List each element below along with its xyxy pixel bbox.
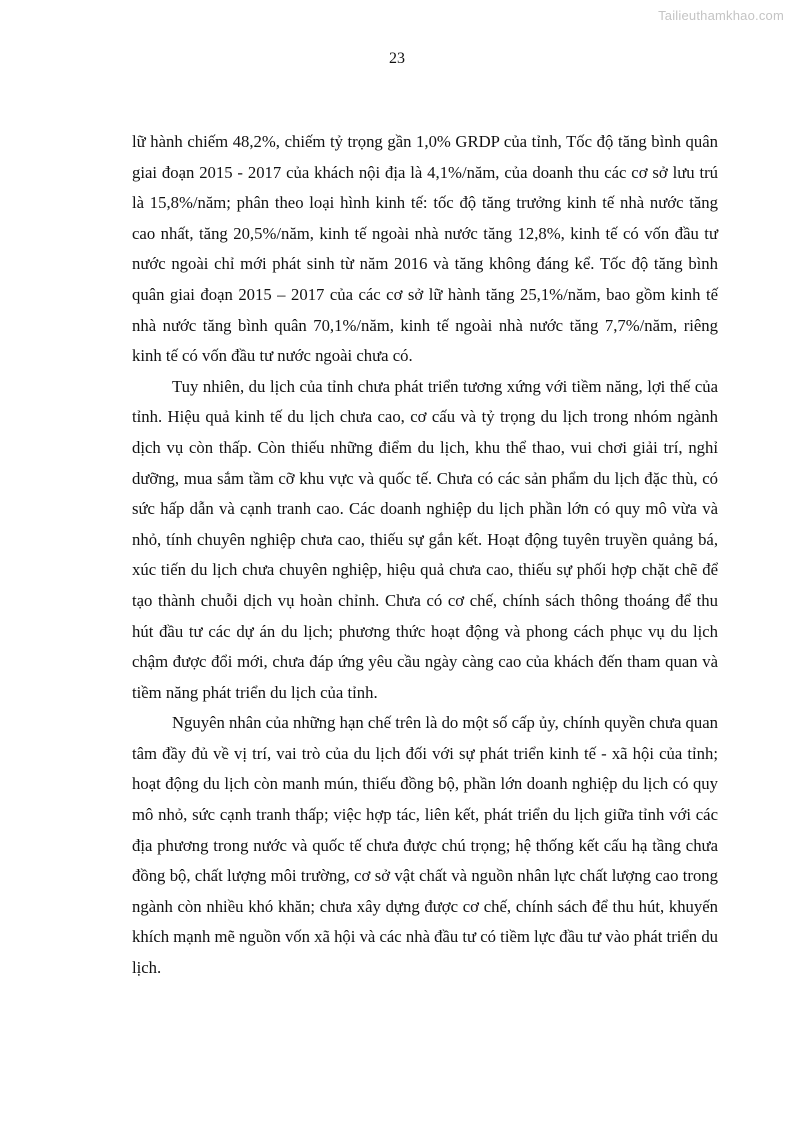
watermark: Tailieuthamkhao.com [658, 8, 784, 23]
paragraph-limitations: Tuy nhiên, du lịch của tỉnh chưa phát triển tương xứng với tiềm năng, lợi thế của tỉnh. Hiệu quả kinh tế du lịch chưa cao, cơ cấu và tỷ trọng du lịch trong nhóm ngành dịch vụ còn thấp. Còn thiếu những điểm du lịch, khu thể thao, vui chơi giải trí, nghỉ dưỡng, mua sắm tầm cỡ khu vực và quốc tế. Chưa có các sản phẩm du lịch đặc thù, có sức hấp dẫn và cạnh tranh cao. Các doanh nghiệp du lịch phần lớn có quy mô vừa và nhỏ, tính chuyên nghiệp chưa cao, thiếu sự gắn kết. Hoạt động tuyên truyền quảng bá, xúc tiến du lịch chưa chuyên nghiệp, hiệu quả chưa cao, thiếu sự phối hợp chặt chẽ để tạo thành chuỗi dịch vụ hoàn chỉnh. Chưa có cơ chế, chính sách thông thoáng để thu hút đầu tư các dự án du lịch; phương thức hoạt động và phong cách phục vụ du lịch chậm được đổi mới, chưa đáp ứng yêu cầu ngày càng cao của khách đến tham quan và tiềm năng phát triển du lịch của tỉnh. [132, 376, 718, 702]
paragraph-continuation: lữ hành chiếm 48,2%, chiếm tỷ trọng gần 1,0% GRDP của tỉnh, Tốc độ tăng bình quân giai đoạn 2015 - 2017 của khách nội địa là 4,1%/năm, của doanh thu các cơ sở lưu trú là 15,8%/năm; phân theo loại hình kinh tế: tốc độ tăng trưởng kinh tế nhà nước tăng cao nhất, tăng 20,5%/năm, kinh tế ngoài nhà nước tăng 12,8%, kinh tế có vốn đầu tư nước ngoài chỉ mới phát sinh từ năm 2016 và tăng không đáng kể. Tốc độ tăng bình quân giai đoạn 2015 – 2017 của các cơ sở lữ hành tăng 25,1%/năm, bao gồm kinh tế nhà nước tăng bình quân 70,1%/năm, kinh tế ngoài nhà nước tăng 7,7%/năm, riêng kinh tế có vốn đầu tư nước ngoài chưa có. [132, 132, 718, 366]
paragraph-causes: Nguyên nhân của những hạn chế trên là do một số cấp ủy, chính quyền chưa quan tâm đầy đủ về vị trí, vai trò của du lịch đối với sự phát triển kinh tế - xã hội của tỉnh; hoạt động du lịch còn manh mún, thiếu đồng bộ, phần lớn doanh nghiệp du lịch có quy mô nhỏ, sức cạnh tranh thấp; việc hợp tác, liên kết, phát triển du lịch giữa tỉnh với các địa phương trong nước và quốc tế chưa được chú trọng; hệ thống kết cấu hạ tầng chưa đồng bộ, chất lượng môi trường, cơ sở vật chất và nguồn nhân lực chất lượng cao trong ngành còn nhiều khó khăn; chưa xây dựng được cơ chế, chính sách để thu hút, khuyến khích mạnh mẽ nguồn vốn xã hội và các nhà đầu tư có tiềm lực đầu tư vào phát triển du lịch. [132, 713, 719, 978]
page-number: 23 [389, 50, 405, 67]
document-body [132, 127, 718, 984]
